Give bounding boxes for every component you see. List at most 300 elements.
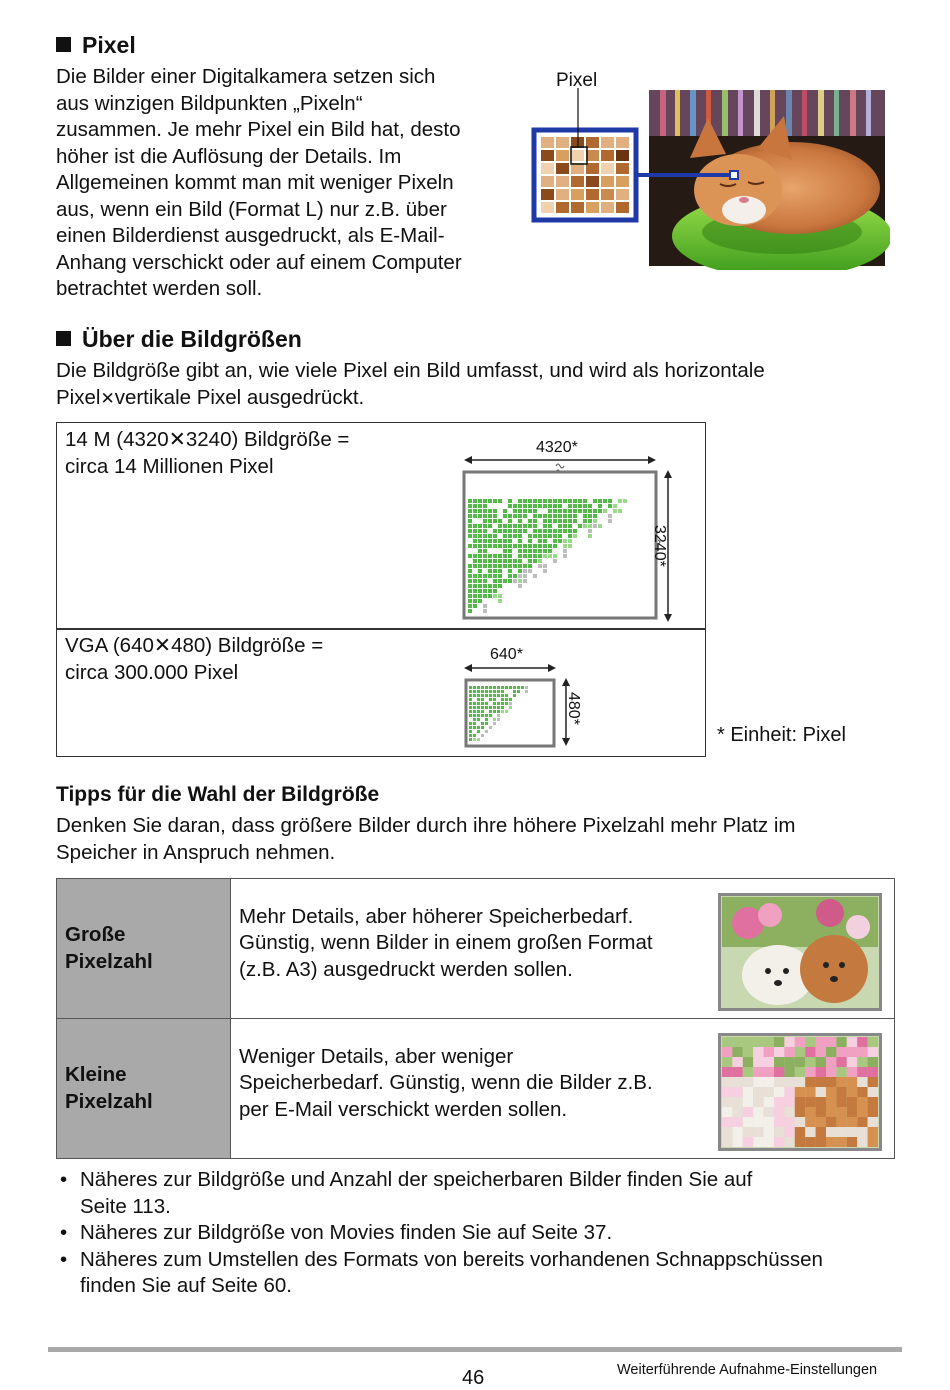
- pixel-cell: [764, 1127, 774, 1137]
- pixel-cell: [501, 686, 504, 689]
- pixel-cell: [774, 1137, 784, 1147]
- pixel-cell: [473, 509, 477, 513]
- pixel-cell: [805, 1097, 815, 1107]
- pixel-cell: [523, 514, 527, 518]
- pixel-cell: [548, 554, 552, 558]
- pixel-cell: [521, 686, 524, 689]
- pixel-cell: [481, 726, 484, 729]
- pixel-cell: [483, 539, 487, 543]
- pixel-cell: [826, 1107, 836, 1117]
- pixel-cell: [501, 698, 504, 701]
- pixel-cell: [503, 579, 507, 583]
- pixel-cell: [847, 1087, 857, 1097]
- pixel-cell: [493, 690, 496, 693]
- pixel-cell: [488, 519, 492, 523]
- pixel-cell: [473, 710, 476, 713]
- pixel-cell: [473, 519, 477, 523]
- pixel-cell: [857, 1127, 867, 1137]
- pixel-cell: [473, 604, 477, 608]
- pixel-cell: [518, 534, 522, 538]
- pixel-cell: [513, 579, 517, 583]
- pixel-cell: [498, 579, 502, 583]
- pixel-cell: [857, 1097, 867, 1107]
- pixel-cell: [571, 176, 584, 187]
- pixel-cell: [473, 706, 476, 709]
- pixel-cell: [543, 534, 547, 538]
- pixel-cell: [473, 514, 477, 518]
- pixel-cell: [593, 524, 597, 528]
- pixel-cell: [518, 514, 522, 518]
- pixel-cell: [525, 686, 528, 689]
- pixel-cell: [518, 544, 522, 548]
- pixel-cell: [543, 539, 547, 543]
- pixel-cell: [578, 499, 582, 503]
- pixel-cell: [563, 509, 567, 513]
- pixel-cell: [498, 504, 502, 508]
- pixel-cell: [586, 163, 599, 174]
- pixel-cell: [558, 524, 562, 528]
- pixel-cell: [468, 584, 472, 588]
- pixel-cell: [548, 534, 552, 538]
- pixel-cell: [481, 734, 484, 737]
- pixel-cell: [523, 579, 527, 583]
- pixel-cell: [505, 710, 508, 713]
- pixel-figure-label: Pixel: [556, 70, 598, 91]
- pixel-cell: [573, 529, 577, 533]
- pixel-cell: [498, 569, 502, 573]
- pixel-cell: [528, 509, 532, 513]
- pixel-cell: [489, 694, 492, 697]
- pixel-cell: [513, 554, 517, 558]
- pixel-cell: [857, 1107, 867, 1117]
- pixel-cell: [722, 1137, 732, 1147]
- notes-list: [56, 1167, 916, 1300]
- pixel-cell: [497, 706, 500, 709]
- pixel-cell: [826, 1037, 836, 1047]
- pixel-cell: [528, 539, 532, 543]
- pixel-cell: [836, 1047, 846, 1057]
- pixel-cell: [508, 519, 512, 523]
- pixel-cell: [483, 499, 487, 503]
- pixel-cell: [568, 524, 572, 528]
- pixel-cell: [543, 519, 547, 523]
- pixel-cell: [503, 519, 507, 523]
- pixel-cell: [616, 150, 629, 161]
- pixel-cell: [498, 574, 502, 578]
- pixel-cell: [469, 718, 472, 721]
- pixel-cell: [533, 519, 537, 523]
- pixel-cell: [498, 584, 502, 588]
- pixel-cell: [498, 564, 502, 568]
- pixel-cell: [553, 544, 557, 548]
- row-description: Mehr Details, aber höherer Speicherbedarf. Günstig, wenn Bilder in einem großen Format (z.B. A3) ausgedruckt werden sollen.: [231, 879, 895, 1019]
- pixel-cell: [795, 1117, 805, 1127]
- pixel-cell: [743, 1067, 753, 1077]
- pixel-cell: [488, 529, 492, 533]
- pixel-cell: [513, 690, 516, 693]
- pixel-cell: [836, 1067, 846, 1077]
- pixel-cell: [568, 529, 572, 533]
- pixel-cell: [533, 534, 537, 538]
- pixel-cell: [816, 1067, 826, 1077]
- pixel-cell: [503, 544, 507, 548]
- pixel-cell: [509, 698, 512, 701]
- pixel-cell: [578, 514, 582, 518]
- pixel-cell: [488, 544, 492, 548]
- pixel-cell: [538, 524, 542, 528]
- pixel-cell: [743, 1127, 753, 1137]
- pixel-cell: [553, 534, 557, 538]
- pixel-cell: [805, 1047, 815, 1057]
- pixel-cell: [473, 569, 477, 573]
- pixel-cell: [483, 574, 487, 578]
- pixel-cell: [836, 1087, 846, 1097]
- pixel-cell: [503, 504, 507, 508]
- pixel-cell: [483, 609, 487, 613]
- pixel-cell: [541, 176, 554, 187]
- pixel-cell: [473, 718, 476, 721]
- pixel-cell: [553, 554, 557, 558]
- pixel-cell: [568, 519, 572, 523]
- pixel-cell: [498, 509, 502, 513]
- pixel-cell: [558, 509, 562, 513]
- pixel-cell: [847, 1127, 857, 1137]
- pixel-cell: [805, 1127, 815, 1137]
- pixel-cell: [508, 539, 512, 543]
- unit-note: * Einheit: Pixel: [717, 724, 846, 746]
- pixel-cell: [613, 504, 617, 508]
- pixel-cell: [497, 714, 500, 717]
- pixel-cell: [501, 706, 504, 709]
- pixel-cell: [498, 499, 502, 503]
- pixel-cell: [513, 514, 517, 518]
- pixel-cell: [473, 504, 477, 508]
- pixel-cell: [753, 1057, 763, 1067]
- pixel-cell: [563, 499, 567, 503]
- pixel-cell: [538, 559, 542, 563]
- pixel-cell: [558, 499, 562, 503]
- pixel-cell: [847, 1057, 857, 1067]
- pixel-cell: [533, 504, 537, 508]
- pixel-cell: [488, 549, 492, 553]
- pixel-cell: [538, 549, 542, 553]
- pixel-cell: [533, 559, 537, 563]
- pixel-cell: [508, 579, 512, 583]
- heading-square-icon: [56, 331, 71, 346]
- pixel-cell: [473, 529, 477, 533]
- pixel-cell: [498, 544, 502, 548]
- pixel-cell: [523, 564, 527, 568]
- pixel-cell: [523, 549, 527, 553]
- pixel-cell: [485, 686, 488, 689]
- pixel-cell: [588, 524, 592, 528]
- pixel-cell: [774, 1037, 784, 1047]
- pixel-cell: [568, 534, 572, 538]
- pixel-cell: [847, 1047, 857, 1057]
- pixel-cell: [478, 524, 482, 528]
- pixel-cell: [473, 554, 477, 558]
- pixel-cell: [538, 534, 542, 538]
- pixel-cell: [533, 529, 537, 533]
- pixel-cell: [543, 549, 547, 553]
- pixel-cell: [795, 1077, 805, 1087]
- pixel-cell: [478, 564, 482, 568]
- pixel-cell: [558, 534, 562, 538]
- pixel-cell: [468, 509, 472, 513]
- pixel-cell: [513, 509, 517, 513]
- pixel-cell: [722, 1107, 732, 1117]
- pixel-cell: [473, 539, 477, 543]
- pixel-cell: [571, 202, 584, 213]
- pixel-cell: [523, 499, 527, 503]
- pixel-cell: [513, 499, 517, 503]
- pixel-cell: [593, 519, 597, 523]
- pixel-cell: [469, 710, 472, 713]
- pixel-cell: [478, 539, 482, 543]
- pixel-cell: [795, 1037, 805, 1047]
- pixel-cell: [513, 534, 517, 538]
- pixel-cell: [478, 559, 482, 563]
- pixel-cell: [501, 702, 504, 705]
- tips-heading: Tipps für die Wahl der Bildgröße: [56, 783, 380, 806]
- pixel-cell: [538, 544, 542, 548]
- pixel-cell: [523, 504, 527, 508]
- pixel-cell: [593, 514, 597, 518]
- pixel-cell: [805, 1107, 815, 1117]
- pixel-cell: [483, 569, 487, 573]
- pixel-cell: [478, 574, 482, 578]
- pixel-cell: [528, 534, 532, 538]
- pixel-cell: [538, 499, 542, 503]
- pixel-cell: [805, 1057, 815, 1067]
- pixel-cell: [498, 554, 502, 558]
- pixel-cell: [477, 722, 480, 725]
- pixel-cell: [468, 544, 472, 548]
- pixel-cell: [517, 690, 520, 693]
- pixel-cell: [616, 137, 629, 148]
- pixel-cell: [722, 1097, 732, 1107]
- pixel-cell: [753, 1047, 763, 1057]
- size-box-large: 14 M (4320✕3240) Bildgröße = circa 14 Millionen Pixel: [56, 422, 706, 630]
- pixel-cell: [722, 1087, 732, 1097]
- pixel-cell: [508, 564, 512, 568]
- pixel-cell: [481, 690, 484, 693]
- pixel-cell: [795, 1047, 805, 1057]
- multiply-icon: ✕: [100, 388, 115, 408]
- pixel-cell: [868, 1047, 878, 1057]
- pixel-cell: [523, 574, 527, 578]
- pixel-cell: [508, 544, 512, 548]
- pixel-cell: [468, 549, 472, 553]
- pixel-cell: [498, 514, 502, 518]
- pixel-cell: [523, 534, 527, 538]
- pixel-cell: [868, 1067, 878, 1077]
- pixel-cell: [556, 176, 569, 187]
- pixel-cell: [753, 1117, 763, 1127]
- pixel-cell: [743, 1107, 753, 1117]
- pixel-cell: [836, 1077, 846, 1087]
- pixel-cell: [493, 519, 497, 523]
- pixel-cell: [477, 726, 480, 729]
- pixel-cell: [473, 544, 477, 548]
- small-width-label: 640*: [490, 646, 523, 663]
- pixel-cell: [553, 499, 557, 503]
- pixel-cell: [509, 694, 512, 697]
- pixel-cell: [556, 137, 569, 148]
- pixel-cell: [732, 1087, 742, 1097]
- pixel-cell: [588, 504, 592, 508]
- pixel-cell: [795, 1097, 805, 1107]
- pixel-cell: [795, 1107, 805, 1117]
- pixel-cell: [468, 599, 472, 603]
- pixel-cell: [518, 584, 522, 588]
- pixel-cell: [478, 504, 482, 508]
- pixel-cell: [805, 1137, 815, 1147]
- pixel-cell: [784, 1037, 794, 1047]
- pixel-cell: [518, 499, 522, 503]
- pixel-cell: [805, 1077, 815, 1087]
- pixel-cell: [493, 529, 497, 533]
- pixel-cell: [473, 738, 476, 741]
- pixel-cell: [518, 524, 522, 528]
- pixel-cell: [568, 539, 572, 543]
- pixel-cell: [513, 549, 517, 553]
- pixel-cell: [753, 1077, 763, 1087]
- pixel-cell: [468, 554, 472, 558]
- pixel-cell: [473, 702, 476, 705]
- pixel-cell: [503, 559, 507, 563]
- pixel-cell: [489, 710, 492, 713]
- pixel-cell: [601, 137, 614, 148]
- pixel-cell: [753, 1037, 763, 1047]
- pixel-cell: [743, 1047, 753, 1057]
- pixel-cell: [493, 534, 497, 538]
- pixel-cell: [588, 499, 592, 503]
- pixel-cell: [722, 1037, 732, 1047]
- pixel-cell: [548, 549, 552, 553]
- pixel-cell: [478, 554, 482, 558]
- pixel-cell: [573, 514, 577, 518]
- pixel-cell: [784, 1127, 794, 1137]
- pixel-cell: [485, 702, 488, 705]
- pixel-cell: [483, 579, 487, 583]
- pixel-cell: [483, 544, 487, 548]
- heading-square-icon: [56, 37, 71, 52]
- pixel-cell: [503, 529, 507, 533]
- pixel-cell: [493, 564, 497, 568]
- pixel-cell: [774, 1057, 784, 1067]
- pixel-cell: [868, 1077, 878, 1087]
- pixel-cell: [553, 539, 557, 543]
- pixel-cell: [764, 1057, 774, 1067]
- pixel-cell: [473, 694, 476, 697]
- pixel-cell: [732, 1107, 742, 1117]
- pixel-cell: [608, 499, 612, 503]
- pixel-cell: [508, 524, 512, 528]
- sizes-heading: Über die Bildgrößen: [56, 325, 302, 353]
- pixel-cell: [774, 1067, 784, 1077]
- pixel-cell: [774, 1117, 784, 1127]
- pixel-cell: [598, 509, 602, 513]
- pixel-cell: [868, 1127, 878, 1137]
- pixel-cell: [503, 564, 507, 568]
- pixel-cell: [503, 509, 507, 513]
- pixel-cell: [556, 150, 569, 161]
- pixel-heading: Pixel: [56, 31, 136, 59]
- pixel-cell: [497, 694, 500, 697]
- pixel-cell: [588, 514, 592, 518]
- pixel-cell: [608, 519, 612, 523]
- pixel-cell: [784, 1047, 794, 1057]
- pixel-cell: [468, 504, 472, 508]
- pixel-cell: [538, 539, 542, 543]
- pixel-cell: [868, 1087, 878, 1097]
- tips-table: [56, 878, 895, 1159]
- pixel-cell: [816, 1127, 826, 1137]
- pixel-cell: [518, 519, 522, 523]
- pixel-cell: [583, 524, 587, 528]
- pixel-cell: [488, 574, 492, 578]
- pixel-cell: [489, 726, 492, 729]
- pixel-cell: [508, 509, 512, 513]
- pixel-cell: [483, 594, 487, 598]
- pixel-cell: [468, 534, 472, 538]
- pixel-cell: [488, 539, 492, 543]
- pixel-cell: [488, 589, 492, 593]
- pixel-cell: [473, 564, 477, 568]
- pixel-cell: [497, 686, 500, 689]
- pixel-cell: [473, 698, 476, 701]
- pixel-cell: [826, 1087, 836, 1097]
- pixel-cell: [538, 504, 542, 508]
- pixel-cell: [478, 529, 482, 533]
- pixel-cell: [528, 504, 532, 508]
- pixel-cell: [556, 163, 569, 174]
- pixel-cell: [468, 589, 472, 593]
- pixel-cell: [743, 1097, 753, 1107]
- pixel-cell: [836, 1097, 846, 1107]
- pixel-cell: [533, 549, 537, 553]
- pixel-cell: [857, 1057, 867, 1067]
- pixel-cell: [508, 554, 512, 558]
- pixel-cell: [774, 1127, 784, 1137]
- pixel-cell: [513, 544, 517, 548]
- pixel-cell: [543, 564, 547, 568]
- pixel-cell: [493, 579, 497, 583]
- pixel-cell: [513, 524, 517, 528]
- pixel-cell: [493, 554, 497, 558]
- pixel-cell: [503, 499, 507, 503]
- pixel-cell: [488, 514, 492, 518]
- pixel-cell: [541, 150, 554, 161]
- pixel-cell: [477, 690, 480, 693]
- pixel-cell: [483, 604, 487, 608]
- pixel-cell: [473, 589, 477, 593]
- pixel-cell: [508, 569, 512, 573]
- pixel-cell: [563, 534, 567, 538]
- pixel-cell: [513, 519, 517, 523]
- pixel-cell: [483, 534, 487, 538]
- pixel-cell: [836, 1117, 846, 1127]
- pixel-cell: [468, 519, 472, 523]
- pixel-cell: [485, 718, 488, 721]
- pixel-cell: [505, 694, 508, 697]
- pixel-cell: [541, 137, 554, 148]
- pixel-cell: [618, 499, 622, 503]
- pixel-cell: [816, 1107, 826, 1117]
- pixel-cell: [469, 690, 472, 693]
- pixel-cell: [538, 514, 542, 518]
